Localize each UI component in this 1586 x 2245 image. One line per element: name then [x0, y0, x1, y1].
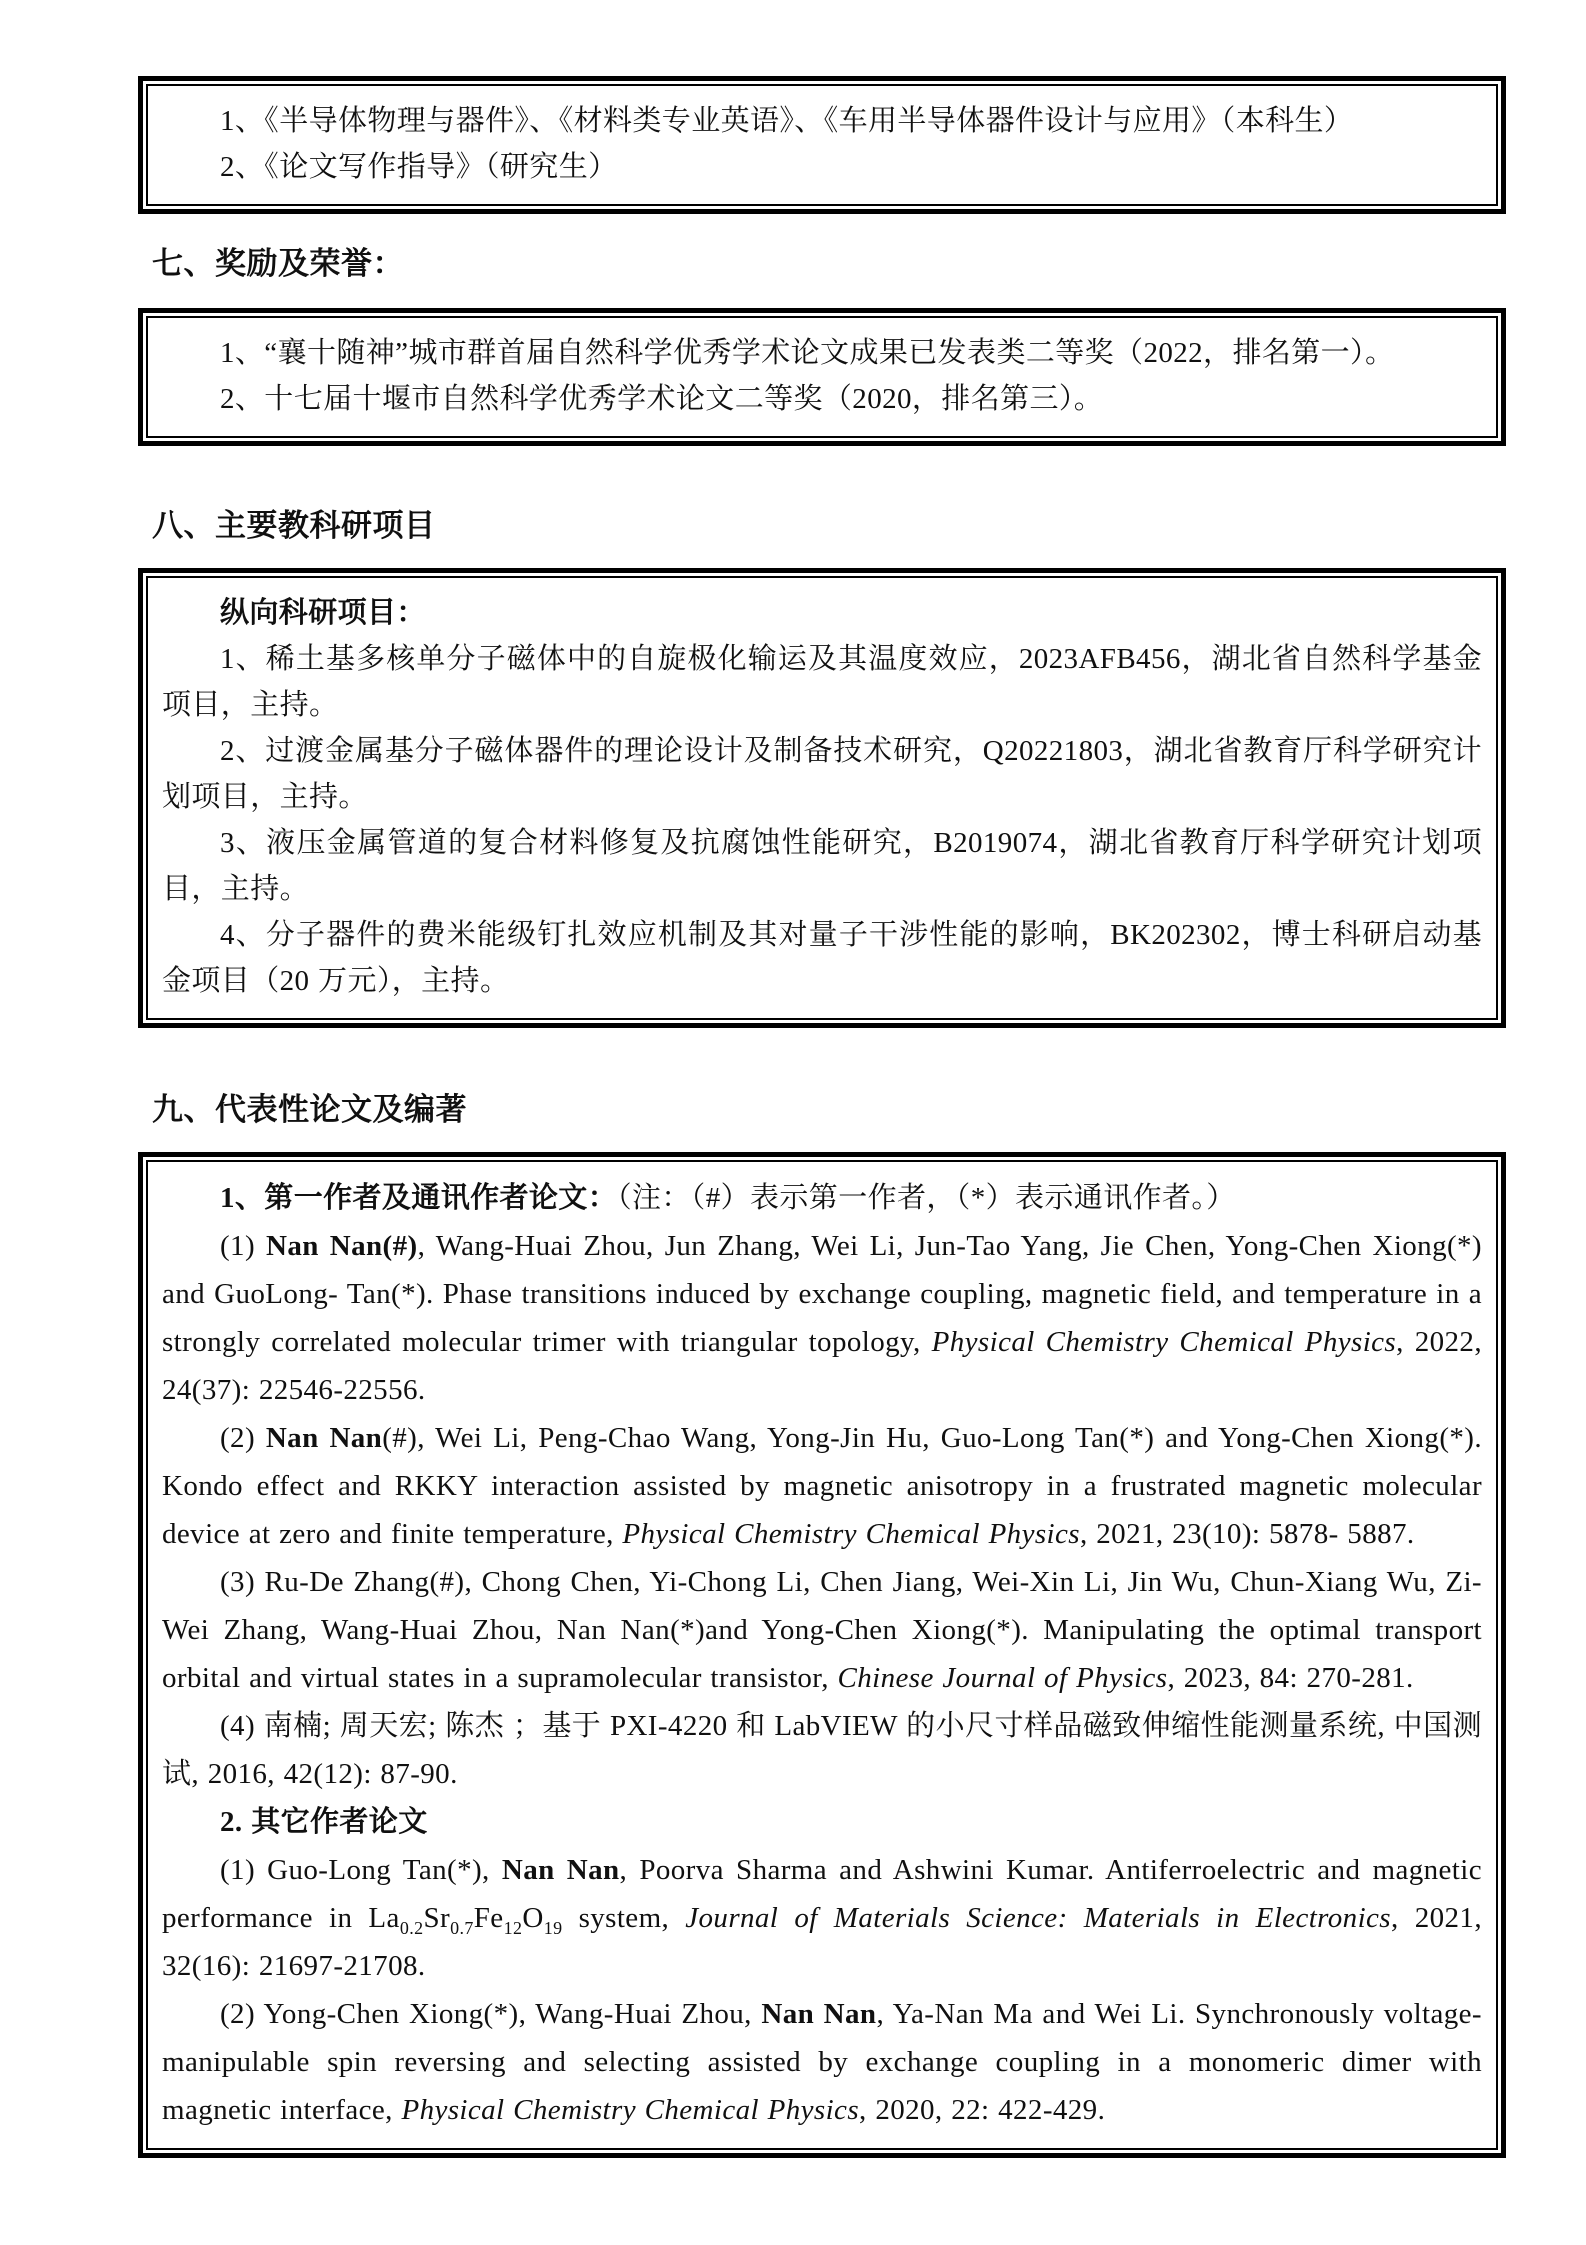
section-title-projects: 八、主要教科研项目: [152, 508, 436, 543]
project-item-1: 1、稀土基多核单分子磁体中的自旋极化输运及其温度效应，2023AFB456，湖北省自然科学基金项目，主持。: [162, 643, 1482, 721]
project-item-3: 3、液压金属管道的复合材料修复及抗腐蚀性能研究，B2019074，湖北省教育厅科学研究计划项目，主持。: [162, 827, 1482, 905]
other-author-pub-2: (2) Yong-Chen Xiong(*), Wang-Huai Zhou, Nan Nan, Ya-Nan Ma and Wei Li. Synchronously voltage-manipulable spin reversing and selecting assisted by exchange coupling in a monomeric dimer with magnetic interface, Physical Chemistry Chemical Physics, 2020, 22: 422-429.: [162, 1998, 1482, 2126]
project-item-2: 2、过渡金属基分子磁体器件的理论设计及制备技术研究，Q20221803，湖北省教育厅科学研究计划项目，主持。: [162, 735, 1482, 813]
first-author-heading: 1、第一作者及通讯作者论文：（注：（#）表示第一作者，（*）表示通讯作者。）: [220, 1182, 1236, 1214]
awards-box-inner: [146, 316, 1498, 438]
first-author-pub-2: (2) Nan Nan(#), Wei Li, Peng-Chao Wang, Yong-Jin Hu, Guo-Long Tan(*) and Yong-Chen Xiong(*). Kondo effect and RKKY interaction assisted by magnetic anisotropy in a frustrated magnetic molecular device at zero and finite temperature, Physical Chemistry Chemical Physics, 2021, 23(10): 5878- 5887.: [162, 1422, 1482, 1550]
award-item-1: 1、“襄十随神”城市群首届自然科学优秀学术论文成果已发表类二等奖（2022，排名第一）。: [220, 337, 1395, 369]
publications-box: [138, 1152, 1506, 2158]
course-item-2: 2、《论文写作指导》（研究生）: [220, 151, 618, 183]
first-author-pub-1: (1) Nan Nan(#), Wang-Huai Zhou, Jun Zhang, Wei Li, Jun-Tao Yang, Jie Chen, Yong-Chen Xiong(*) and GuoLong- Tan(*). Phase transitions induced by exchange coupling, magnetic field, and temperature in a strongly correlated molecular trimer with triangular topology, Physical Chemistry Chemical Physics, 2022, 24(37): 22546-22556.: [162, 1230, 1482, 1406]
projects-subtitle: 纵向科研项目：: [220, 597, 426, 629]
publications-box-inner: [146, 1160, 1498, 2150]
other-author-pub-1: (1) Guo-Long Tan(*), Nan Nan, Poorva Sharma and Ashwini Kumar. Antiferroelectric and magnetic performance in $La_{0.2}Sr_{0.7}Fe_{12}O_{19}$ system, Journal of Materials Science: Materials in Electronics, 2021, 32(16): 21697-21708.: [162, 1854, 1482, 1982]
award-item-2: 2、十七届十堰市自然科学优秀学术论文二等奖（2020，排名第三）。: [220, 383, 1104, 415]
project-item-4: 4、分子器件的费米能级钉扎效应机制及其对量子干涉性能的影响，BK202302，博士科研启动基金项目（20 万元），主持。: [162, 919, 1482, 997]
awards-box: [138, 308, 1506, 446]
section-title-publications: 九、代表性论文及编著: [152, 1092, 467, 1127]
course-item-1: 1、《半导体物理与器件》、《材料类专业英语》、《车用半导体器件设计与应用》（本科生）: [220, 105, 1354, 137]
projects-box-inner: [146, 576, 1498, 1020]
other-author-heading: 2. 其它作者论文: [220, 1806, 428, 1838]
first-author-pub-3: (3) Ru-De Zhang(#), Chong Chen, Yi-Chong Li, Chen Jiang, Wei-Xin Li, Jin Wu, Chun-Xiang Wu, Zi-Wei Zhang, Wang-Huai Zhou, Nan Nan(*)and Yong-Chen Xiong(*). Manipulating the optimal transport orbital and virtual states in a supramolecular transistor, Chinese Journal of Physics, 2023, 84: 270-281.: [162, 1566, 1482, 1694]
courses-box: [138, 76, 1506, 214]
courses-box-inner: [146, 84, 1498, 206]
first-author-pub-4: (4) 南楠; 周天宏; 陈杰 ；基于 PXI-4220 和 LabVIEW 的小尺寸样品磁致伸缩性能测量系统, 中国测试, 2016, 42(12): 87-90.: [162, 1710, 1482, 1790]
section-title-awards: 七、奖励及荣誉：: [152, 246, 404, 281]
projects-box: [138, 568, 1506, 1028]
